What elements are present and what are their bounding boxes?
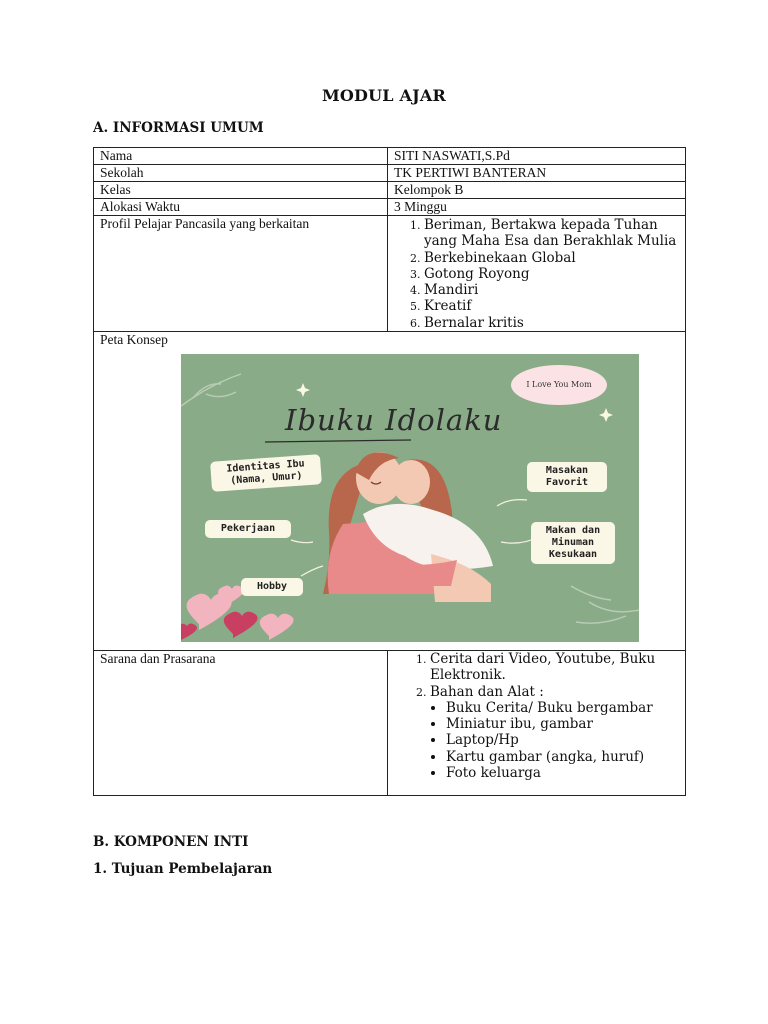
list-item	[430, 684, 679, 700]
table-row	[94, 651, 686, 796]
list-item: • Miniatur ibu, gambar	[446, 716, 679, 732]
list-item: 3. Gotong Royong	[424, 266, 679, 282]
list-item: • Buku Cerita/ Buku bergambar	[446, 700, 679, 716]
label-makan-minuman: Makan dan Minuman Kesukaan	[531, 522, 615, 564]
profil-cell	[388, 216, 686, 332]
speech-bubble: I Love You Mom	[511, 365, 607, 405]
value-alokasi: 3 Minggu	[388, 199, 686, 216]
list-item: • Foto keluarga	[446, 765, 679, 781]
label-peta: Peta Konsep	[100, 332, 168, 348]
table-row	[94, 148, 686, 165]
list-item: 5. Kreatif	[424, 298, 679, 314]
list-item: 6. Bernalar kritis	[424, 315, 679, 331]
list-item: 4. Mandiri	[424, 282, 679, 298]
table-row	[94, 332, 686, 651]
label-sarana: Sarana dan Prasarana	[94, 651, 388, 796]
info-table	[93, 147, 686, 796]
value-sekolah: TK PERTIWI BANTERAN	[388, 165, 686, 182]
list-item: 1. Cerita dari Video, Youtube, Buku Elektronik.	[430, 651, 679, 684]
label-nama: Nama	[94, 148, 388, 165]
subsection-tujuan: 1. Tujuan Pembelajaran	[93, 861, 273, 877]
list-item: 2. Berkebinekaan Global	[424, 250, 679, 266]
peta-cell	[94, 332, 686, 651]
concept-map-image	[181, 354, 639, 642]
label-identitas: Identitas Ibu (Nama, Umur)	[210, 454, 322, 492]
label-sekolah: Sekolah	[94, 165, 388, 182]
list-item: • Kartu gambar (angka, huruf)	[446, 749, 679, 765]
section-b-heading: B. KOMPONEN INTI	[93, 834, 249, 850]
list-item: 1. Beriman, Bertakwa kepada Tuhan yang Maha Esa dan Berakhlak Mulia	[424, 217, 679, 250]
section-a-heading: A. INFORMASI UMUM	[93, 120, 264, 136]
bahan-list	[394, 700, 679, 781]
value-nama: SITI NASWATI,S.Pd	[388, 148, 686, 165]
profil-list	[394, 217, 679, 331]
label-hobby: Hobby	[241, 578, 303, 596]
table-row	[94, 182, 686, 199]
sarana-list	[394, 651, 679, 700]
label-profil: Profil Pelajar Pancasila yang berkaitan	[94, 216, 388, 332]
list-item-label: Bahan dan Alat :	[430, 683, 544, 700]
label-masakan: Masakan Favorit	[527, 462, 607, 492]
table-row	[94, 216, 686, 332]
label-pekerjaan: Pekerjaan	[205, 520, 291, 538]
table-row	[94, 199, 686, 216]
document-title: MODUL AJAR	[322, 86, 446, 105]
label-kelas: Kelas	[94, 182, 388, 199]
list-item: • Laptop/Hp	[446, 732, 679, 748]
table-row	[94, 165, 686, 182]
sarana-cell	[388, 651, 686, 796]
concept-heading: Ibuku Idolaku	[285, 403, 503, 438]
label-alokasi: Alokasi Waktu	[94, 199, 388, 216]
value-kelas: Kelompok B	[388, 182, 686, 199]
